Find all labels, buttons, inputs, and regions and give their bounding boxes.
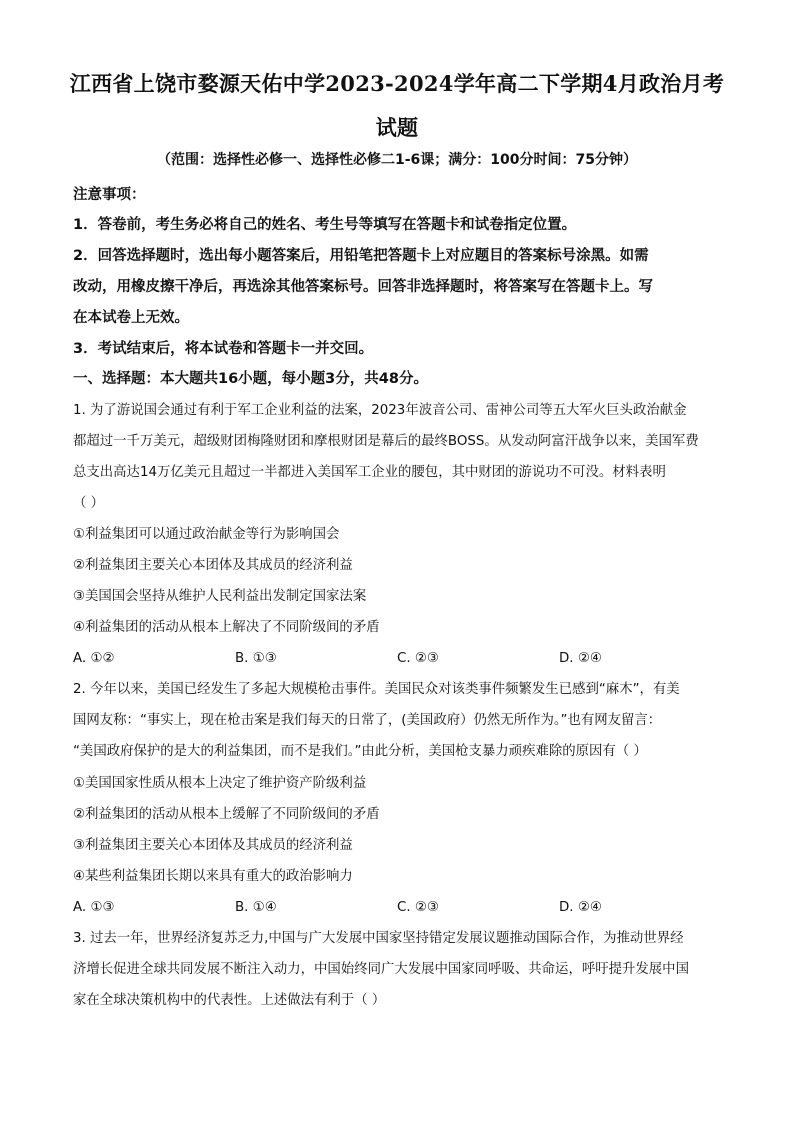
question-1-option: ③美国国会坚持从维护人民利益出发制定国家法案	[73, 589, 367, 604]
question-line: 国网友称：“事实上，现在枪击案是我们每天的日常了，(美国政府）仍然无所作为。”也有网友留言：	[73, 713, 662, 728]
question-1-option: ②利益集团主要关心本团体及其成员的经济利益	[73, 558, 353, 573]
section-heading: 一、选择题：本大题共16小题，每小题3分，共48分。	[73, 371, 428, 387]
question-line: 总支出高达14万亿美元且超过一半都进入美国军工企业的腰包，其中财团的游说功不可没。材料表明	[73, 465, 666, 480]
question-line: 2. 今年以来，美国已经发生了多起大规模枪击事件。美国民众对该类事件频繁发生已感到“麻木”，有美	[73, 682, 680, 697]
choice-a: A. ①③	[73, 900, 115, 915]
question-2-option: ②利益集团的活动从根本上缓解了不同阶级间的矛盾	[73, 807, 380, 822]
question-2-choices	[73, 898, 723, 918]
notice-item-2-line: 在本试卷上无效。	[73, 310, 189, 326]
notice-item-2-line: 改动，用橡皮擦干净后，再选涂其他答案标号。回答非选择题时，将答案写在答题卡上。写	[73, 279, 653, 295]
exam-scope: （范围：选择性必修一、选择性必修二1-6课；满分：100分时间：75分钟）	[157, 152, 637, 168]
notice-item-2-line: 2．回答选择题时，选出每小题答案后，用铅笔把答题卡上对应题目的答案标号涂黑。如需	[73, 248, 649, 264]
choice-b: B. ①④	[235, 900, 277, 915]
exam-title-line-2: 试题	[375, 115, 419, 140]
choice-a: A. ①②	[73, 651, 115, 666]
question-line: （ ）	[73, 496, 105, 511]
choice-b: B. ①③	[235, 651, 277, 666]
question-1-stem	[73, 395, 723, 519]
notice-item-3: 3．考试结束后，将本试卷和答题卡一并交回。	[73, 341, 374, 357]
choice-d: D. ②④	[559, 900, 602, 915]
question-line: 1. 为了游说国会通过有利于军工企业利益的法案，2023年波音公司、雷神公司等五大军火巨头政治献金	[73, 403, 687, 418]
notice-item-1: 1．答卷前，考生务必将自己的姓名、考生号等填写在答题卡和试卷指定位置。	[73, 217, 577, 233]
choice-d: D. ②④	[559, 651, 602, 666]
question-2-option: ③利益集团主要关心本团体及其成员的经济利益	[73, 838, 353, 853]
question-1-option: ①利益集团可以通过政治献金等行为影响国会	[73, 527, 340, 542]
exam-title-line-1: 江西省上饶市婺源天佑中学2023-2024学年高二下学期4月政治月考	[69, 71, 725, 96]
question-line: 都超过一千万美元，超级财团梅隆财团和摩根财团是幕后的最终BOSS。从发动阿富汗战争以来，美国军费	[73, 434, 699, 449]
question-2-stem	[73, 674, 723, 767]
question-2-option: ①美国国家性质从根本上决定了维护资产阶级利益	[73, 776, 367, 791]
question-1-option: ④利益集团的活动从根本上解决了不同阶级间的矛盾	[73, 620, 380, 635]
question-line: 济增长促进全球共同发展不断注入动力，中国始终同广大发展中国家同呼吸、共命运，呼吁提升发展中国	[73, 962, 689, 977]
question-line: 家在全球决策机构中的代表性。上述做法有利于（ ）	[73, 993, 386, 1008]
choice-c: C. ②③	[397, 651, 439, 666]
question-2-option: ④某些利益集团长期以来具有重大的政治影响力	[73, 869, 353, 884]
question-1-choices	[73, 649, 723, 669]
question-line: 3. 过去一年，世界经济复苏乏力,中国与广大发展中国家坚持错定发展议题推动国际合作，为推动世界经	[73, 931, 684, 946]
choice-c: C. ②③	[397, 900, 439, 915]
question-line: “美国政府保护的是大的利益集团，而不是我们。”由此分析，美国枪支暴力顽疾难除的原因有（ ）	[73, 744, 647, 759]
notice-heading: 注意事项：	[73, 187, 146, 203]
question-3-stem	[73, 923, 723, 1016]
notice-item-2	[73, 241, 723, 334]
